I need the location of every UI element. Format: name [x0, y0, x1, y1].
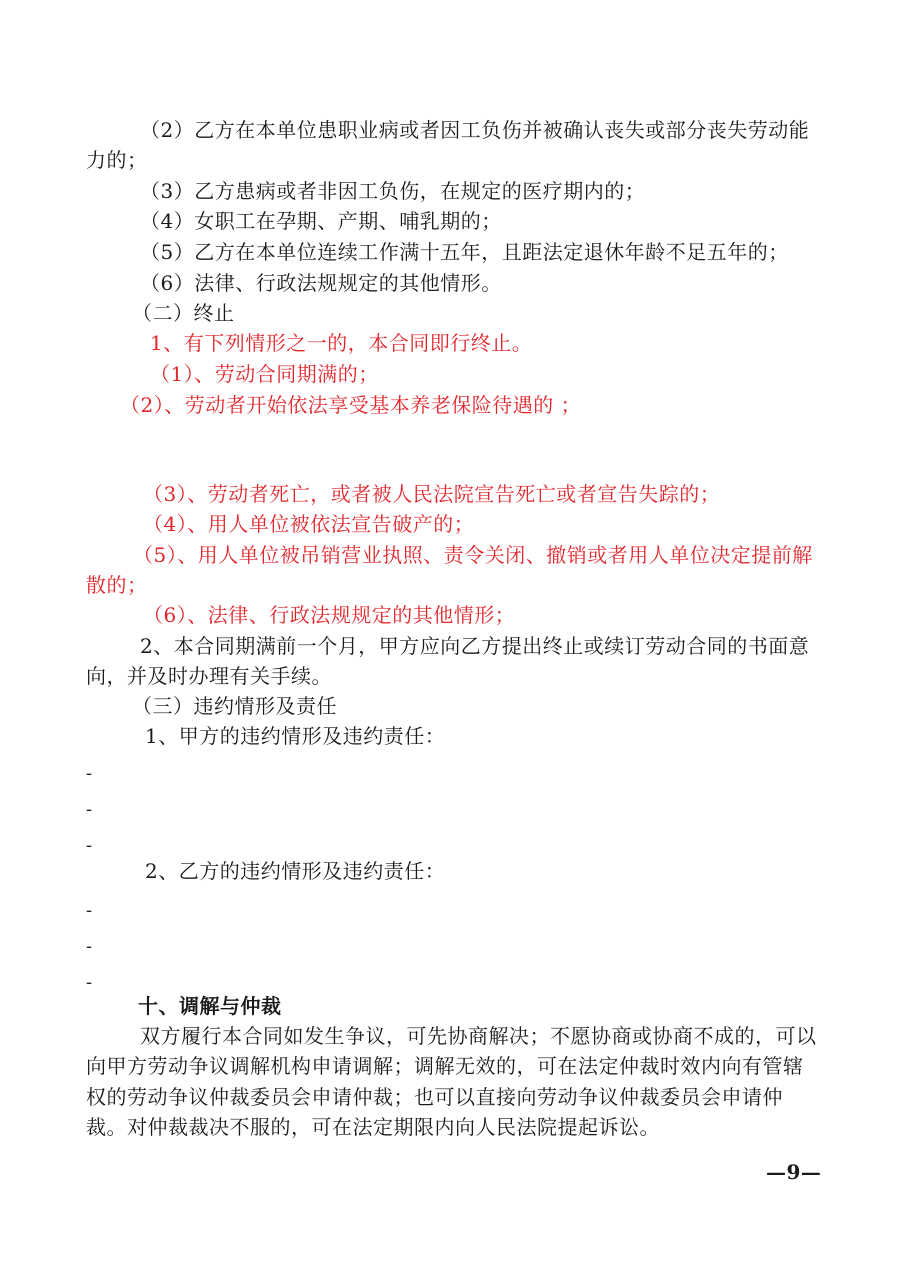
arbitration-paragraph-line: 权的劳动争议仲裁委员会申请仲裁；也可以直接向劳动争议仲裁委员会申请仲 — [86, 1085, 783, 1109]
arbitration-paragraph-line: 裁。对仲裁裁决不服的，可在法定期限内向人民法院提起诉讼。 — [86, 1115, 660, 1139]
clause-item-2: （2）乙方在本单位患职业病或者因工负伤并被确认丧失或部分丧失劳动能 — [140, 118, 810, 142]
renewal-notice-cont: 向，并及时办理有关手续。 — [86, 664, 332, 688]
blank-line-marker: - — [86, 972, 93, 993]
termination-item-5-cont: 散的； — [86, 573, 148, 597]
clause-item-4: （4）女职工在孕期、产期、哺乳期的； — [140, 209, 502, 233]
party-b-breach-heading: 2、乙方的违约情形及违约责任： — [145, 859, 446, 883]
section-heading-termination: （二）终止 — [132, 301, 235, 325]
clause-item-3: （3）乙方患病或者非因工负伤，在规定的医疗期内的； — [140, 179, 646, 203]
clause-item-6: （6）法律、行政法规规定的其他情形。 — [140, 271, 502, 295]
blank-line-marker: - — [86, 799, 93, 820]
blank-line-marker: - — [86, 763, 93, 784]
clause-item-5: （5）乙方在本单位连续工作满十五年，且距法定退休年龄不足五年的； — [140, 240, 789, 264]
blank-line-marker: - — [86, 835, 93, 856]
page-number: —9— — [766, 1160, 822, 1184]
renewal-notice: 2、本合同期满前一个月，甲方应向乙方提出终止或续订劳动合同的书面意 — [140, 634, 810, 658]
section-heading-arbitration: 十、调解与仲裁 — [138, 994, 282, 1018]
blank-line-marker: - — [86, 936, 93, 957]
clause-item-2-cont: 力的； — [86, 148, 148, 172]
termination-item-5: （5）、用人单位被吊销营业执照、责令关闭、撤销或者用人单位决定提前解 — [133, 543, 813, 567]
section-heading-breach: （三）违约情形及责任 — [132, 694, 337, 718]
termination-item-6: （6）、法律、行政法规规定的其他情形； — [143, 603, 516, 627]
termination-item-4: （4）、用人单位被依法宣告破产的； — [143, 512, 475, 536]
termination-item-1: （1）、劳动合同期满的； — [150, 362, 379, 386]
termination-intro: 1、有下列情形之一的，本合同即行终止。 — [150, 331, 533, 355]
blank-line-marker: - — [86, 900, 93, 921]
termination-item-3: （3）、劳动者死亡，或者被人民法院宣告死亡或者宣告失踪的； — [143, 482, 721, 506]
arbitration-paragraph-line: 向甲方劳动争议调解机构申请调解；调解无效的，可在法定仲裁时效内向有管辖 — [86, 1054, 804, 1078]
termination-item-2: （2）、劳动者开始依法享受基本养老保险待遇的 ； — [120, 393, 582, 417]
arbitration-paragraph-line: 双方履行本合同如发生争议，可先协商解决；不愿协商或协商不成的，可以 — [140, 1024, 817, 1048]
party-a-breach-heading: 1、甲方的违约情形及违约责任： — [145, 724, 446, 748]
